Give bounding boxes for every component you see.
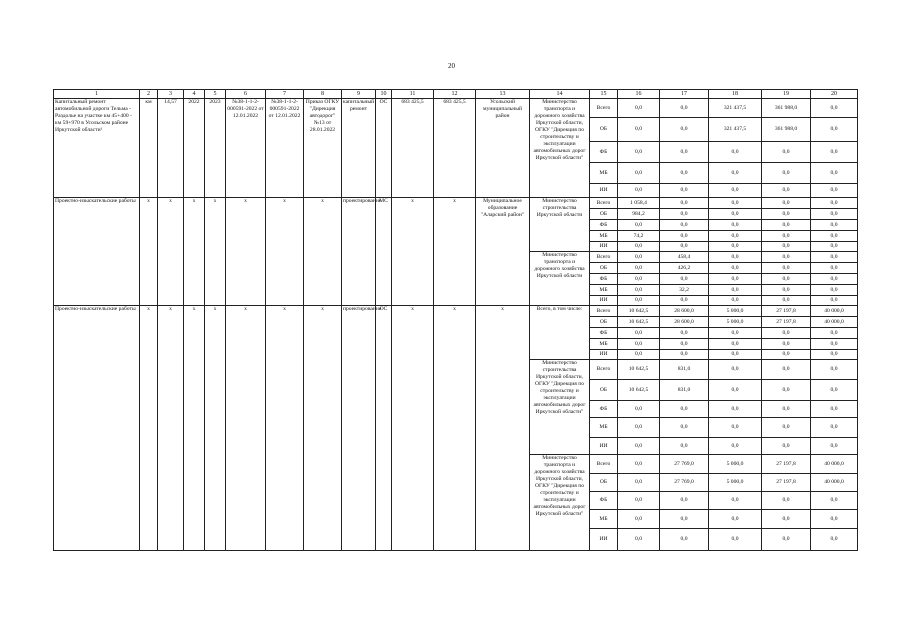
cell-col-11: 683 425,5 [392,99,434,198]
cell-col-3: 14,57 [158,99,184,198]
cell-amount-v19: 0,0 [762,418,811,438]
cell-funding-source: Всего [590,252,618,263]
cell-col-10: ОС [376,99,392,198]
cell-amount-v19: 0,0 [762,328,811,339]
cell-col-8: Приказ ОГКУ "Дирекция автодорог" №13 от 28.01.2022 [304,99,342,198]
cell-amount-v20: 0,0 [811,118,858,142]
cell-col-6: x [226,198,266,306]
cell-amount-v19: 0,0 [762,209,811,220]
cell-col-9: капитальный ремонт [342,99,376,198]
cell-amount-v19: 0,0 [762,184,811,198]
cell-funding-source: ИИ [590,529,618,551]
cell-amount-v16: 10 642,5 [618,317,660,328]
cell-amount-v19: 0,0 [762,339,811,350]
column-number-8: 8 [304,90,342,99]
cell-amount-v17: 0,0 [660,242,709,252]
cell-amount-v18: 0,0 [709,252,762,263]
cell-col-6: x [226,306,266,551]
cell-amount-v20: 0,0 [811,209,858,220]
cell-col-4: 2022 [184,99,205,198]
cell-col-2: x [140,306,158,551]
cell-amount-v18: 0,0 [709,492,762,510]
cell-amount-v19: 0,0 [762,438,811,455]
cell-amount-v17: 458,4 [660,252,709,263]
cell-responsible-executor: Всего, в том числе: [530,306,590,360]
cell-amount-v19: 361 988,0 [762,99,811,118]
cell-col-10: МС [376,198,392,306]
cell-amount-v19: 27 197,8 [762,317,811,328]
cell-amount-v16: 10 642,5 [618,380,660,401]
cell-amount-v19: 0,0 [762,360,811,380]
cell-funding-source: ИИ [590,242,618,252]
cell-amount-v18: 5 000,0 [709,474,762,492]
cell-amount-v16: 0,0 [618,296,660,306]
cell-amount-v20: 0,0 [811,380,858,401]
cell-amount-v18: 0,0 [709,198,762,209]
cell-amount-v20: 0,0 [811,263,858,274]
cell-amount-v16: 10 642,5 [618,306,660,317]
cell-amount-v18: 0,0 [709,263,762,274]
cell-amount-v20: 0,0 [811,231,858,242]
cell-amount-v16: 74,2 [618,231,660,242]
cell-col-1: Проектно-изыскательские работы [54,198,140,306]
cell-amount-v19: 0,0 [762,350,811,360]
column-number-9: 9 [342,90,376,99]
cell-funding-source: Всего [590,198,618,209]
cell-amount-v18: 5 000,0 [709,455,762,474]
cell-amount-v16: 10 642,5 [618,360,660,380]
cell-amount-v20: 0,0 [811,529,858,551]
cell-amount-v20: 0,0 [811,198,858,209]
cell-amount-v17: 0,0 [660,274,709,285]
table-body [54,90,858,551]
column-number-11: 11 [392,90,434,99]
cell-amount-v18: 0,0 [709,380,762,401]
cell-amount-v17: 0,0 [660,142,709,163]
cell-amount-v18: 0,0 [709,163,762,184]
page-number: 20 [448,62,455,70]
cell-amount-v20: 0,0 [811,438,858,455]
cell-amount-v20: 0,0 [811,418,858,438]
cell-amount-v16: 0,0 [618,401,660,418]
column-number-6: 6 [226,90,266,99]
column-number-15: 15 [590,90,618,99]
cell-amount-v16: 0,0 [618,274,660,285]
column-number-13: 13 [476,90,530,99]
cell-amount-v19: 0,0 [762,242,811,252]
cell-amount-v17: 27 769,0 [660,455,709,474]
cell-funding-source: ФБ [590,328,618,339]
cell-amount-v17: 0,0 [660,209,709,220]
cell-amount-v18: 0,0 [709,274,762,285]
cell-responsible-executor: Министерство транспорта и дорожного хозяйства Иркутской области, ОГКУ "Дирекция по строительству и эксплуатации автомобильных дорог Иркутской области" [530,99,590,198]
cell-amount-v16: 1 058,4 [618,198,660,209]
cell-col-11: x [392,198,434,306]
cell-amount-v20: 0,0 [811,492,858,510]
column-number-1: 1 [54,90,140,99]
cell-funding-source: ОБ [590,209,618,220]
cell-amount-v20: 40 000,0 [811,474,858,492]
column-number-14: 14 [530,90,590,99]
cell-col-11: x [392,306,434,551]
cell-amount-v16: 0,0 [618,285,660,296]
cell-col-1: Капитальный ремонт автомобильной дороги Тельма - Раздолье на участке км 45+400 - км 59+970 в Усольском районе Иркутской области¹ [54,99,140,198]
cell-col-5: x [205,198,226,306]
cell-col-4: x [184,306,205,551]
cell-amount-v20: 0,0 [811,142,858,163]
cell-amount-v20: 0,0 [811,285,858,296]
cell-funding-source: ИИ [590,438,618,455]
cell-col-1: Проектно-изыскательские работы [54,306,140,551]
cell-amount-v17: 831,0 [660,360,709,380]
cell-col-3: x [158,306,184,551]
cell-amount-v19: 0,0 [762,274,811,285]
cell-amount-v17: 0,0 [660,99,709,118]
cell-funding-source: ОБ [590,263,618,274]
cell-funding-source: ОБ [590,118,618,142]
cell-amount-v19: 0,0 [762,380,811,401]
cell-amount-v16: 0,0 [618,252,660,263]
cell-amount-v18: 321 437,5 [709,99,762,118]
cell-amount-v18: 0,0 [709,360,762,380]
cell-amount-v17: 0,0 [660,438,709,455]
table-row [54,306,858,317]
cell-amount-v20: 0,0 [811,401,858,418]
cell-col-5: x [205,306,226,551]
cell-funding-source: ИИ [590,184,618,198]
cell-amount-v20: 0,0 [811,242,858,252]
cell-amount-v18: 0,0 [709,296,762,306]
column-number-10: 10 [376,90,392,99]
cell-amount-v18: 0,0 [709,242,762,252]
cell-amount-v17: 27 769,0 [660,474,709,492]
cell-amount-v19: 0,0 [762,401,811,418]
cell-amount-v17: 0,0 [660,328,709,339]
cell-amount-v17: 0,0 [660,184,709,198]
cell-col-3: x [158,198,184,306]
cell-amount-v16: 0,0 [618,263,660,274]
cell-funding-source: ОБ [590,317,618,328]
cell-amount-v18: 0,0 [709,339,762,350]
cell-amount-v16: 0,0 [618,438,660,455]
cell-amount-v18: 0,0 [709,401,762,418]
cell-amount-v17: 0,0 [660,163,709,184]
cell-col-12: x [434,306,476,551]
cell-amount-v18: 0,0 [709,350,762,360]
cell-amount-v19: 0,0 [762,198,811,209]
cell-amount-v17: 0,0 [660,339,709,350]
cell-amount-v18: 0,0 [709,510,762,529]
column-number-row [54,90,858,99]
cell-col-13: x [476,306,530,551]
cell-funding-source: ОБ [590,380,618,401]
cell-col-9: проектирование [342,306,376,551]
cell-amount-v20: 0,0 [811,99,858,118]
cell-col-7: x [266,198,304,306]
cell-amount-v18: 5 000,0 [709,306,762,317]
cell-amount-v16: 0,0 [618,492,660,510]
cell-col-12: x [434,198,476,306]
cell-amount-v19: 0,0 [762,492,811,510]
cell-amount-v20: 0,0 [811,252,858,263]
column-number-16: 16 [618,90,660,99]
cell-col-2: км [140,99,158,198]
cell-funding-source: ФБ [590,142,618,163]
cell-amount-v18: 0,0 [709,231,762,242]
cell-amount-v20: 0,0 [811,350,858,360]
cell-funding-source: ИИ [590,350,618,360]
cell-funding-source: ОБ [590,474,618,492]
cell-amount-v19: 0,0 [762,285,811,296]
cell-amount-v18: 0,0 [709,220,762,231]
column-number-7: 7 [266,90,304,99]
cell-amount-v20: 0,0 [811,220,858,231]
cell-amount-v19: 0,0 [762,252,811,263]
cell-amount-v17: 28 600,0 [660,306,709,317]
cell-amount-v18: 321 437,5 [709,118,762,142]
cell-amount-v17: 0,0 [660,350,709,360]
cell-amount-v19: 0,0 [762,510,811,529]
cell-funding-source: Всего [590,99,618,118]
column-number-2: 2 [140,90,158,99]
cell-amount-v20: 0,0 [811,163,858,184]
cell-amount-v17: 0,0 [660,198,709,209]
cell-funding-source: Всего [590,360,618,380]
cell-amount-v20: 0,0 [811,184,858,198]
cell-responsible-executor: Министерство строительства Иркутской области, ОГКУ "Дирекция по строительству и эксплуатации автомобильных дорог Иркутской области" [530,360,590,455]
cell-amount-v20: 40 000,0 [811,455,858,474]
cell-amount-v16: 0,0 [618,242,660,252]
cell-amount-v20: 0,0 [811,510,858,529]
cell-amount-v19: 361 988,0 [762,118,811,142]
cell-amount-v19: 0,0 [762,163,811,184]
cell-amount-v18: 0,0 [709,418,762,438]
cell-amount-v16: 0,0 [618,455,660,474]
cell-col-2: x [140,198,158,306]
column-number-3: 3 [158,90,184,99]
column-number-17: 17 [660,90,709,99]
cell-amount-v19: 27 197,8 [762,306,811,317]
cell-funding-source: ФБ [590,220,618,231]
column-number-4: 4 [184,90,205,99]
column-number-19: 19 [762,90,811,99]
cell-amount-v19: 0,0 [762,529,811,551]
column-number-18: 18 [709,90,762,99]
column-number-5: 5 [205,90,226,99]
cell-amount-v17: 0,0 [660,118,709,142]
cell-amount-v17: 0,0 [660,296,709,306]
cell-amount-v19: 0,0 [762,263,811,274]
cell-responsible-executor: Министерство строительства Иркутской области [530,198,590,252]
cell-amount-v17: 0,0 [660,492,709,510]
cell-col-7: x [266,306,304,551]
budget-table [53,89,858,551]
cell-funding-source: МБ [590,163,618,184]
cell-funding-source: ФБ [590,274,618,285]
cell-col-8: x [304,306,342,551]
cell-col-13: Усольский муниципальный район [476,99,530,198]
cell-amount-v19: 0,0 [762,220,811,231]
cell-amount-v18: 0,0 [709,529,762,551]
cell-funding-source: МБ [590,510,618,529]
cell-amount-v17: 0,0 [660,220,709,231]
cell-responsible-executor: Министерство транспорта и дорожного хозяйства Иркутской области [530,252,590,306]
cell-amount-v17: 0,0 [660,529,709,551]
cell-amount-v18: 0,0 [709,184,762,198]
cell-funding-source: ИИ [590,296,618,306]
cell-col-7: №38-1-1-2-000591-2022 от 12.01.2022 [266,99,304,198]
cell-amount-v17: 32,2 [660,285,709,296]
cell-funding-source: МБ [590,418,618,438]
cell-amount-v18: 5 000,0 [709,317,762,328]
cell-amount-v20: 40 000,0 [811,306,858,317]
cell-amount-v20: 0,0 [811,296,858,306]
cell-amount-v16: 0,0 [618,142,660,163]
cell-responsible-executor: Министерство транспорта и дорожного хозяйства Иркутской области, ОГКУ "Дирекция по строительству и эксплуатации автомобильных дорог Иркутской области" [530,455,590,551]
cell-amount-v17: 0,0 [660,231,709,242]
cell-amount-v18: 0,0 [709,209,762,220]
cell-amount-v20: 0,0 [811,360,858,380]
cell-amount-v18: 0,0 [709,328,762,339]
cell-amount-v16: 0,0 [618,350,660,360]
cell-amount-v19: 27 197,8 [762,474,811,492]
cell-amount-v16: 0,0 [618,184,660,198]
cell-amount-v17: 0,0 [660,510,709,529]
cell-funding-source: МБ [590,231,618,242]
cell-amount-v16: 0,0 [618,418,660,438]
cell-col-13: Муниципальное образование "Аларский район" [476,198,530,306]
cell-funding-source: ФБ [590,492,618,510]
cell-col-4: x [184,198,205,306]
cell-amount-v17: 426,2 [660,263,709,274]
cell-amount-v20: 40 000,0 [811,317,858,328]
cell-amount-v16: 0,0 [618,474,660,492]
cell-amount-v20: 0,0 [811,274,858,285]
column-number-12: 12 [434,90,476,99]
cell-amount-v19: 27 197,8 [762,455,811,474]
cell-funding-source: МБ [590,339,618,350]
cell-amount-v18: 0,0 [709,285,762,296]
cell-amount-v16: 984,2 [618,209,660,220]
cell-amount-v17: 0,0 [660,418,709,438]
cell-funding-source: МБ [590,285,618,296]
cell-amount-v16: 0,0 [618,220,660,231]
cell-amount-v20: 0,0 [811,328,858,339]
cell-amount-v16: 0,0 [618,118,660,142]
cell-funding-source: Всего [590,306,618,317]
cell-col-10: ОС [376,306,392,551]
cell-amount-v17: 0,0 [660,401,709,418]
cell-col-9: проектирование [342,198,376,306]
cell-funding-source: ФБ [590,401,618,418]
cell-col-12: 683 425,5 [434,99,476,198]
cell-amount-v16: 0,0 [618,529,660,551]
cell-amount-v20: 0,0 [811,339,858,350]
cell-amount-v18: 0,0 [709,438,762,455]
cell-funding-source: Всего [590,455,618,474]
table-row [54,198,858,209]
cell-amount-v16: 0,0 [618,510,660,529]
cell-amount-v19: 0,0 [762,142,811,163]
cell-amount-v19: 0,0 [762,296,811,306]
cell-amount-v17: 28 600,0 [660,317,709,328]
cell-col-8: x [304,198,342,306]
table-row [54,99,858,118]
cell-amount-v17: 831,0 [660,380,709,401]
cell-amount-v16: 0,0 [618,99,660,118]
cell-amount-v16: 0,0 [618,163,660,184]
cell-col-6: №38-1-1-2-000591-2022 от 12.01.2022 [226,99,266,198]
cell-col-5: 2023 [205,99,226,198]
cell-amount-v16: 0,0 [618,339,660,350]
cell-amount-v16: 0,0 [618,328,660,339]
cell-amount-v19: 0,0 [762,231,811,242]
column-number-20: 20 [811,90,858,99]
cell-amount-v18: 0,0 [709,142,762,163]
